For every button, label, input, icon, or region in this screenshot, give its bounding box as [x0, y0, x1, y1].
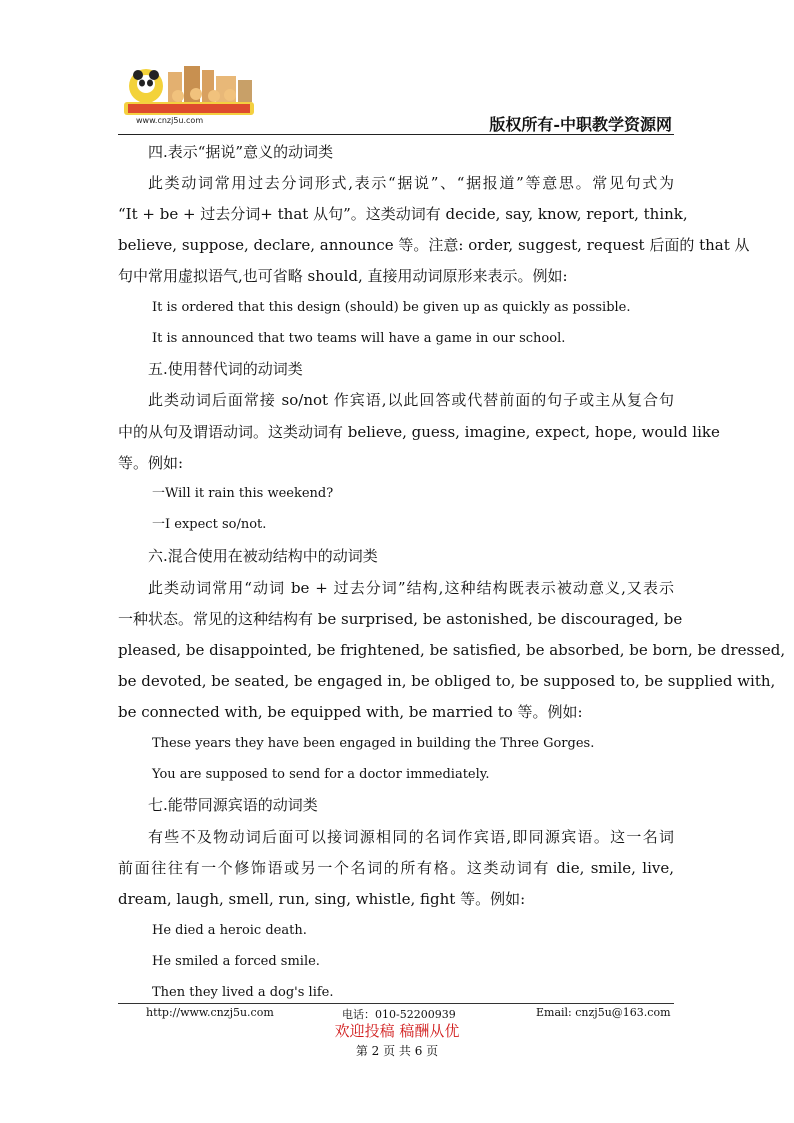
paragraph-line: pleased, be disappointed, be frightened, be satisfied, be absorbed, be born, be dressed,: [118, 641, 786, 659]
example-sentence: 一Will it rain this weekend?: [152, 486, 334, 501]
site-name: 版权所有-中职教学资源网: [489, 115, 672, 134]
section-heading-4: 四.表示“据说”意义的动词类: [148, 143, 334, 161]
example-sentence: It is announced that two teams will have a game in our school.: [152, 331, 566, 346]
paragraph-line: dream, laugh, smell, run, sing, whistle, fight 等。例如:: [118, 890, 526, 908]
paragraph-line: “It + be + 过去分词+ that 从句”。这类动词有 decide, say, know, report, think,: [118, 205, 688, 223]
paragraph-line: 等。例如:: [118, 454, 184, 472]
section-heading-6: 六.混合使用在被动结构中的动词类: [148, 547, 378, 565]
paragraph-line: 前面往往有一个修饰语或另一个名词的所有格。这类动词有 die, smile, live,: [118, 859, 674, 877]
page-number: 第 2 页 共 6 页: [355, 1044, 439, 1058]
footer-divider: [118, 1003, 674, 1004]
paragraph-line: be devoted, be seated, be engaged in, be obliged to, be supposed to, be supplied with,: [118, 672, 776, 690]
section-heading-7: 七.能带同源宾语的动词类: [148, 796, 318, 814]
example-sentence: Then they lived a dog's life.: [152, 985, 334, 1000]
footer-promo: 欢迎投稿 稿酬从优: [334, 1022, 460, 1040]
paragraph-line: 一种状态。常见的这种结构有 be surprised, be astonished, be discouraged, be: [118, 610, 683, 628]
paragraph-line: 此类动词常用“动词 be + 过去分词”结构,这种结构既表示被动意义,又表示: [148, 579, 674, 597]
example-sentence: It is ordered that this design (should) be given up as quickly as possible.: [152, 300, 631, 315]
paragraph-line: 此类动词常用过去分词形式,表示“据说”、“据报道”等意思。常见句式为: [148, 174, 674, 192]
paragraph-line: 此类动词后面常接 so/not 作宾语,以此回答或代替前面的句子或主从复合句: [148, 391, 674, 409]
example-sentence: He died a heroic death.: [152, 923, 307, 938]
page-header: [118, 62, 676, 136]
example-sentence: He smiled a forced smile.: [152, 954, 320, 969]
example-sentence: You are supposed to send for a doctor immediately.: [152, 767, 490, 782]
footer-email: Email: cnzj5u@163.com: [536, 1006, 671, 1019]
paragraph-line: believe, suppose, declare, announce 等。注意: order, suggest, request 后面的 that 从: [118, 236, 750, 254]
paragraph-line: 有些不及物动词后面可以接词源相同的名词作宾语,即同源宾语。这一名词: [148, 828, 674, 846]
paragraph-line: 句中常用虚拟语气,也可省略 should, 直接用动词原形来表示。例如:: [118, 267, 568, 285]
footer-url: http://www.cnzj5u.com: [146, 1006, 274, 1019]
section-heading-5: 五.使用替代词的动词类: [148, 360, 303, 378]
paragraph-line: be connected with, be equipped with, be married to 等。例如:: [118, 703, 583, 721]
header-divider: [118, 134, 674, 135]
paragraph-line: 中的从句及谓语动词。这类动词有 believe, guess, imagine, expect, hope, would like: [118, 423, 720, 441]
footer-phone: 电话：010-52200939: [342, 1008, 456, 1021]
logo-url: www.cnzj5u.com: [136, 116, 204, 125]
example-sentence: 一I expect so/not.: [152, 517, 267, 532]
example-sentence: These years they have been engaged in building the Three Gorges.: [152, 736, 595, 751]
